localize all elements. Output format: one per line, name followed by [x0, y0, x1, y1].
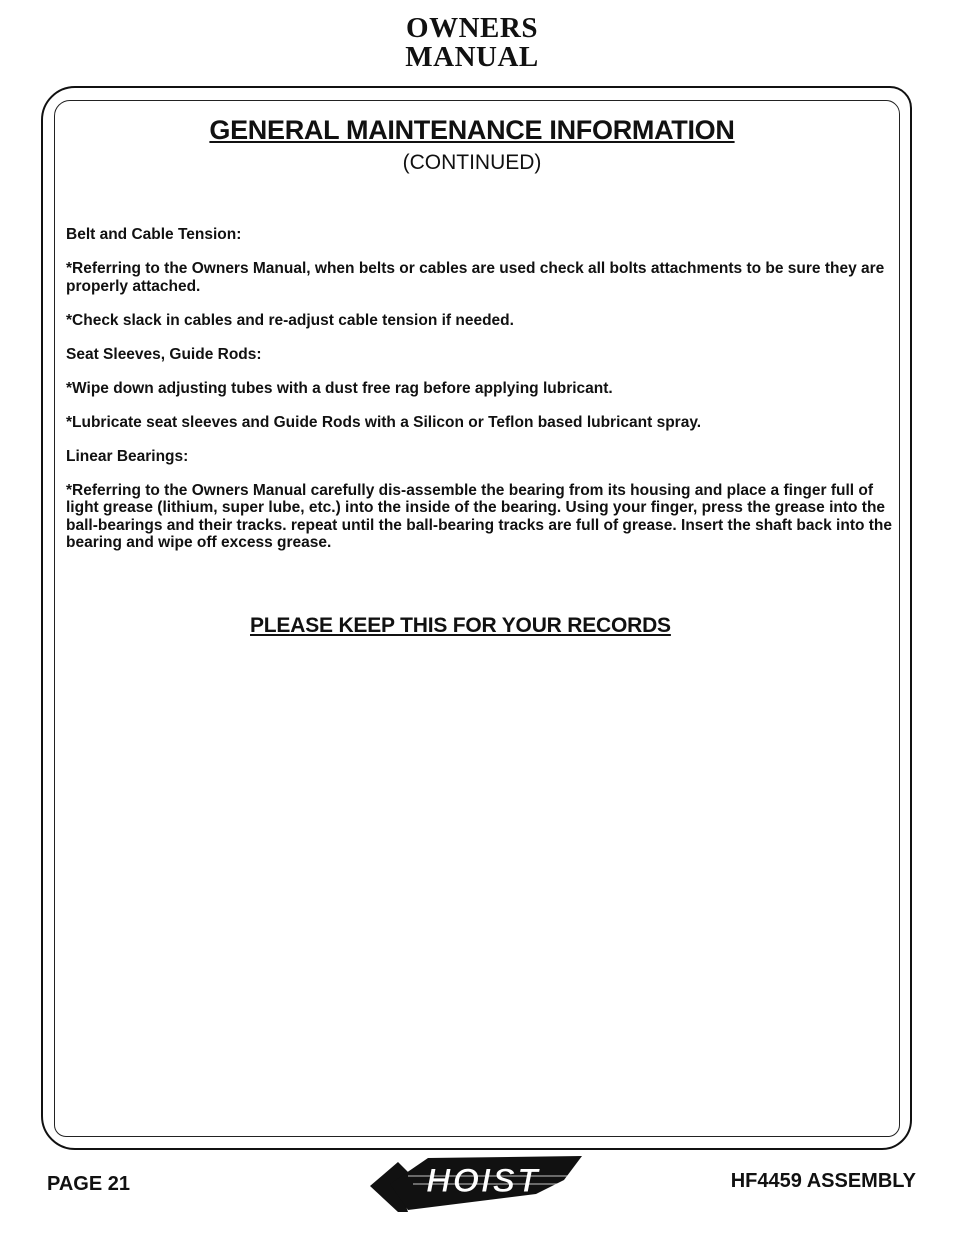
assembly-code: HF4459 ASSEMBLY	[730, 1170, 916, 1192]
header-line-manual: MANUAL	[405, 41, 539, 73]
section-heading-linear-bearings: Linear Bearings:	[66, 447, 189, 465]
page-number: PAGE 21	[47, 1173, 130, 1195]
page-subtitle: (CONTINUED)	[402, 151, 542, 174]
paragraph-wipe-tubes: *Wipe down adjusting tubes with a dust free rag before applying lubricant.	[66, 379, 613, 397]
document-header	[0, 14, 944, 72]
section-heading-seat-sleeves: Seat Sleeves, Guide Rods:	[66, 345, 262, 363]
hoist-logo	[368, 1154, 588, 1214]
paragraph-cable-slack: *Check slack in cables and re-adjust cable tension if needed.	[66, 311, 514, 329]
paragraph-lubricate-sleeves: *Lubricate seat sleeves and Guide Rods with a Silicon or Teflon based lubricant spray.	[66, 413, 702, 431]
page-title: GENERAL MAINTENANCE INFORMATION	[209, 115, 735, 145]
maintenance-content	[66, 226, 898, 568]
logo-wordmark: HOIST	[426, 1162, 540, 1200]
header-line-owners: OWNERS	[406, 12, 538, 44]
paragraph-belt-attachments: *Referring to the Owners Manual, when belts or cables are used check all bolts attachments to be sure they are properly attached.	[66, 260, 885, 295]
keep-records-notice: PLEASE KEEP THIS FOR YOUR RECORDS	[250, 614, 671, 637]
paragraph-bearing-grease: *Referring to the Owners Manual carefully dis-assemble the bearing from its housing and place a finger full of light grease (lithium, super lube, etc.) into the inside of the bearing. Using your finger, press the grease into the ball-bearings and their tracks. repeat until the ball-bearing tracks are full of grease. Insert the shaft back into the bearing and wipe off excess grease.	[66, 481, 893, 551]
section-heading-belt: Belt and Cable Tension:	[66, 226, 242, 243]
